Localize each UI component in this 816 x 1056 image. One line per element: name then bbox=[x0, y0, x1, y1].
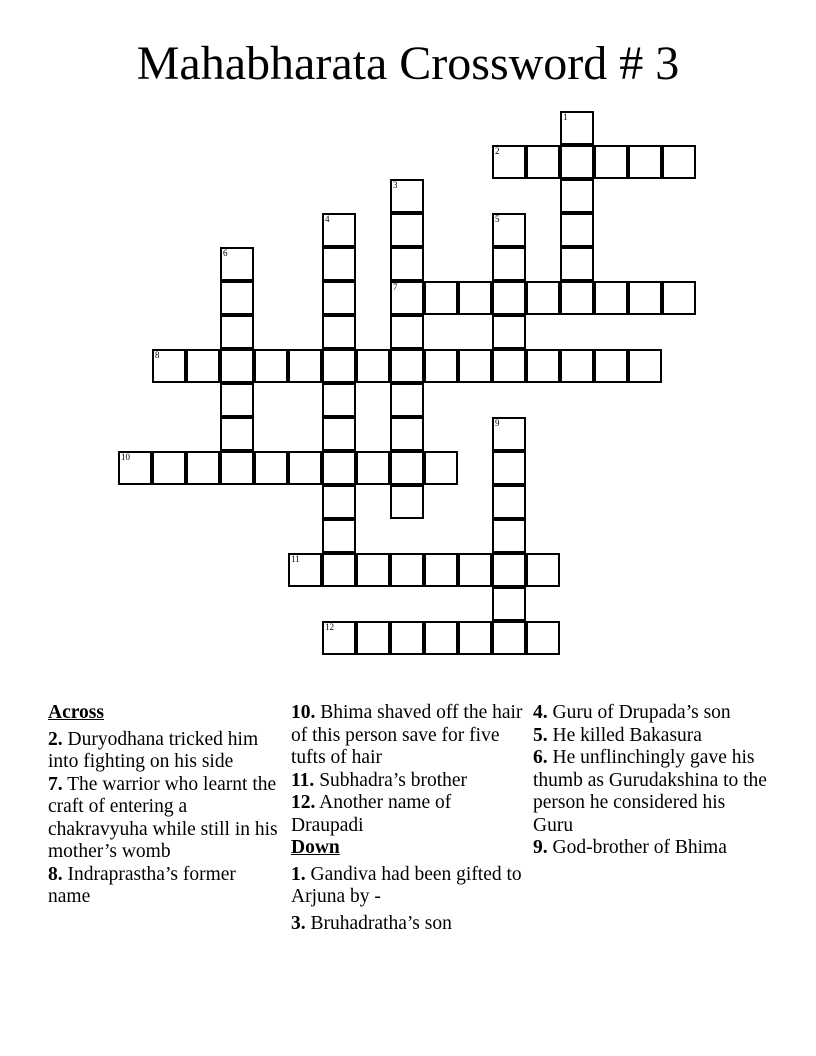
clue-across-2 bbox=[48, 729, 280, 774]
clue-across-10 bbox=[291, 702, 526, 770]
clue-number: 4. bbox=[533, 702, 548, 723]
grid-cell[interactable] bbox=[322, 315, 356, 349]
cell-number: 11 bbox=[291, 554, 300, 564]
grid-cell[interactable] bbox=[390, 383, 424, 417]
grid-cell[interactable] bbox=[526, 553, 560, 587]
grid-cell[interactable] bbox=[118, 451, 152, 485]
grid-cell[interactable] bbox=[322, 553, 356, 587]
grid-cell[interactable] bbox=[526, 145, 560, 179]
clue-across-12 bbox=[291, 792, 526, 837]
grid-cell[interactable] bbox=[492, 485, 526, 519]
grid-cell[interactable] bbox=[152, 451, 186, 485]
grid-cell[interactable] bbox=[390, 213, 424, 247]
grid-cell[interactable] bbox=[390, 417, 424, 451]
grid-cell[interactable] bbox=[254, 349, 288, 383]
clue-number: 9. bbox=[533, 837, 548, 858]
grid-cell[interactable] bbox=[424, 621, 458, 655]
clue-text: Subhadra’s brother bbox=[314, 769, 468, 791]
grid-cell[interactable] bbox=[560, 247, 594, 281]
grid-cell[interactable] bbox=[322, 519, 356, 553]
grid-cell[interactable] bbox=[322, 621, 356, 655]
cell-number: 4 bbox=[325, 214, 330, 224]
grid-cell[interactable] bbox=[560, 145, 594, 179]
clue-text: Gandiva had been gifted to Arjuna by - bbox=[291, 863, 522, 907]
grid-cell[interactable] bbox=[254, 451, 288, 485]
grid-cell[interactable] bbox=[220, 451, 254, 485]
clue-number: 7. bbox=[48, 773, 63, 795]
clue-number: 2. bbox=[48, 728, 63, 750]
clue-text: He unflinchingly gave his thumb as Gurudakshina to the person he considered his Guru bbox=[533, 747, 767, 836]
grid-cell[interactable] bbox=[390, 247, 424, 281]
grid-cell[interactable] bbox=[492, 621, 526, 655]
grid-cell[interactable] bbox=[322, 247, 356, 281]
clue-text: He killed Bakasura bbox=[547, 724, 702, 746]
grid-cell[interactable] bbox=[390, 451, 424, 485]
grid-cell[interactable] bbox=[526, 281, 560, 315]
page-title: Mahabharata Crossword # 3 bbox=[136, 37, 680, 90]
grid-cell[interactable] bbox=[186, 349, 220, 383]
clue-text: Bhima shaved off the hair of this person save for five tufts of hair bbox=[291, 702, 523, 768]
grid-cell[interactable] bbox=[492, 315, 526, 349]
clue-number: 3. bbox=[291, 912, 306, 934]
grid-cell[interactable] bbox=[356, 451, 390, 485]
cell-number: 2 bbox=[495, 146, 500, 156]
grid-cell[interactable] bbox=[220, 281, 254, 315]
grid-cell[interactable] bbox=[560, 281, 594, 315]
clue-down-1 bbox=[291, 864, 526, 909]
cell-number: 1 bbox=[563, 112, 568, 122]
cell-number: 3 bbox=[393, 180, 398, 190]
grid-cell[interactable] bbox=[322, 417, 356, 451]
grid-cell[interactable] bbox=[322, 485, 356, 519]
grid-cell[interactable] bbox=[560, 213, 594, 247]
grid-cell[interactable] bbox=[560, 179, 594, 213]
clues-column-2 bbox=[291, 702, 526, 935]
grid-cell[interactable] bbox=[220, 315, 254, 349]
grid-cell[interactable] bbox=[492, 145, 526, 179]
grid-cell[interactable] bbox=[220, 383, 254, 417]
clue-text: Indraprastha’s former name bbox=[48, 863, 236, 907]
clue-down-9 bbox=[533, 837, 768, 860]
clue-text: God-brother of Bhima bbox=[547, 837, 727, 858]
grid-cell[interactable] bbox=[390, 179, 424, 213]
grid-cell[interactable] bbox=[356, 349, 390, 383]
cell-number: 12 bbox=[325, 622, 334, 632]
clue-text: Bruhadratha’s son bbox=[305, 912, 452, 934]
cell-number: 10 bbox=[121, 452, 130, 462]
grid-cell[interactable] bbox=[424, 349, 458, 383]
clue-across-11 bbox=[291, 770, 526, 793]
grid-cell[interactable] bbox=[492, 519, 526, 553]
grid-cell[interactable] bbox=[322, 383, 356, 417]
grid-cell[interactable] bbox=[288, 553, 322, 587]
clues-column-1 bbox=[48, 702, 280, 909]
grid-cell[interactable] bbox=[560, 111, 594, 145]
clue-down-5 bbox=[533, 725, 768, 748]
grid-cell[interactable] bbox=[526, 349, 560, 383]
grid-cell[interactable] bbox=[492, 349, 526, 383]
clue-text: Guru of Drupada’s son bbox=[547, 702, 731, 723]
grid-cell[interactable] bbox=[458, 621, 492, 655]
grid-cell[interactable] bbox=[458, 281, 492, 315]
grid-cell[interactable] bbox=[458, 349, 492, 383]
grid-cell[interactable] bbox=[628, 145, 662, 179]
clue-down-6 bbox=[533, 747, 768, 837]
clue-text: The warrior who learnt the craft of entering a chakravyuha while still in his mother’s womb bbox=[48, 773, 278, 862]
grid-cell[interactable] bbox=[492, 451, 526, 485]
clue-down-3 bbox=[291, 913, 526, 936]
grid-cell[interactable] bbox=[526, 621, 560, 655]
grid-cell[interactable] bbox=[662, 281, 696, 315]
grid-cell[interactable] bbox=[322, 451, 356, 485]
grid-cell[interactable] bbox=[220, 349, 254, 383]
clue-text: Duryodhana tricked him into fighting on his side bbox=[48, 728, 259, 772]
grid-cell[interactable] bbox=[492, 417, 526, 451]
clue-across-7 bbox=[48, 774, 280, 864]
grid-cell[interactable] bbox=[424, 553, 458, 587]
grid-cell[interactable] bbox=[628, 349, 662, 383]
grid-cell[interactable] bbox=[492, 553, 526, 587]
grid-cell[interactable] bbox=[322, 281, 356, 315]
grid-cell[interactable] bbox=[322, 213, 356, 247]
clues-column-3 bbox=[533, 702, 768, 860]
grid-cell[interactable] bbox=[594, 145, 628, 179]
cell-number: 5 bbox=[495, 214, 500, 224]
clue-down-4 bbox=[533, 702, 768, 725]
clue-number: 10. bbox=[291, 702, 316, 723]
grid-cell[interactable] bbox=[492, 213, 526, 247]
grid-cell[interactable] bbox=[186, 451, 220, 485]
grid-cell[interactable] bbox=[288, 349, 322, 383]
clue-number: 5. bbox=[533, 724, 548, 746]
grid-cell[interactable] bbox=[390, 553, 424, 587]
grid-cell[interactable] bbox=[662, 145, 696, 179]
across-heading: Across bbox=[48, 702, 104, 723]
grid-cell[interactable] bbox=[424, 451, 458, 485]
cell-number: 7 bbox=[393, 282, 398, 292]
grid-cell[interactable] bbox=[356, 621, 390, 655]
grid-cell[interactable] bbox=[594, 349, 628, 383]
grid-cell[interactable] bbox=[458, 553, 492, 587]
grid-cell[interactable] bbox=[424, 281, 458, 315]
clue-number: 11. bbox=[291, 769, 315, 791]
grid-cell[interactable] bbox=[220, 417, 254, 451]
grid-cell[interactable] bbox=[390, 315, 424, 349]
grid-cell[interactable] bbox=[492, 247, 526, 281]
grid-cell[interactable] bbox=[220, 247, 254, 281]
grid-cell[interactable] bbox=[390, 485, 424, 519]
grid-cell[interactable] bbox=[594, 281, 628, 315]
cell-number: 9 bbox=[495, 418, 500, 428]
grid-cell[interactable] bbox=[288, 451, 322, 485]
clue-number: 8. bbox=[48, 863, 63, 885]
clue-number: 12. bbox=[291, 792, 316, 813]
grid-cell[interactable] bbox=[390, 349, 424, 383]
grid-cell[interactable] bbox=[322, 349, 356, 383]
down-heading: Down bbox=[291, 837, 340, 858]
grid-cell[interactable] bbox=[560, 349, 594, 383]
grid-cell[interactable] bbox=[356, 553, 390, 587]
cell-number: 8 bbox=[155, 350, 160, 360]
grid-cell[interactable] bbox=[492, 587, 526, 621]
grid-cell[interactable] bbox=[628, 281, 662, 315]
clue-across-8 bbox=[48, 864, 280, 909]
grid-cell[interactable] bbox=[390, 281, 424, 315]
grid-cell[interactable] bbox=[492, 281, 526, 315]
clue-number: 1. bbox=[291, 863, 306, 885]
cell-number: 6 bbox=[223, 248, 228, 258]
grid-cell[interactable] bbox=[152, 349, 186, 383]
grid-cell[interactable] bbox=[390, 621, 424, 655]
clue-number: 6. bbox=[533, 747, 548, 768]
clue-text: Another name of Draupadi bbox=[291, 792, 452, 836]
